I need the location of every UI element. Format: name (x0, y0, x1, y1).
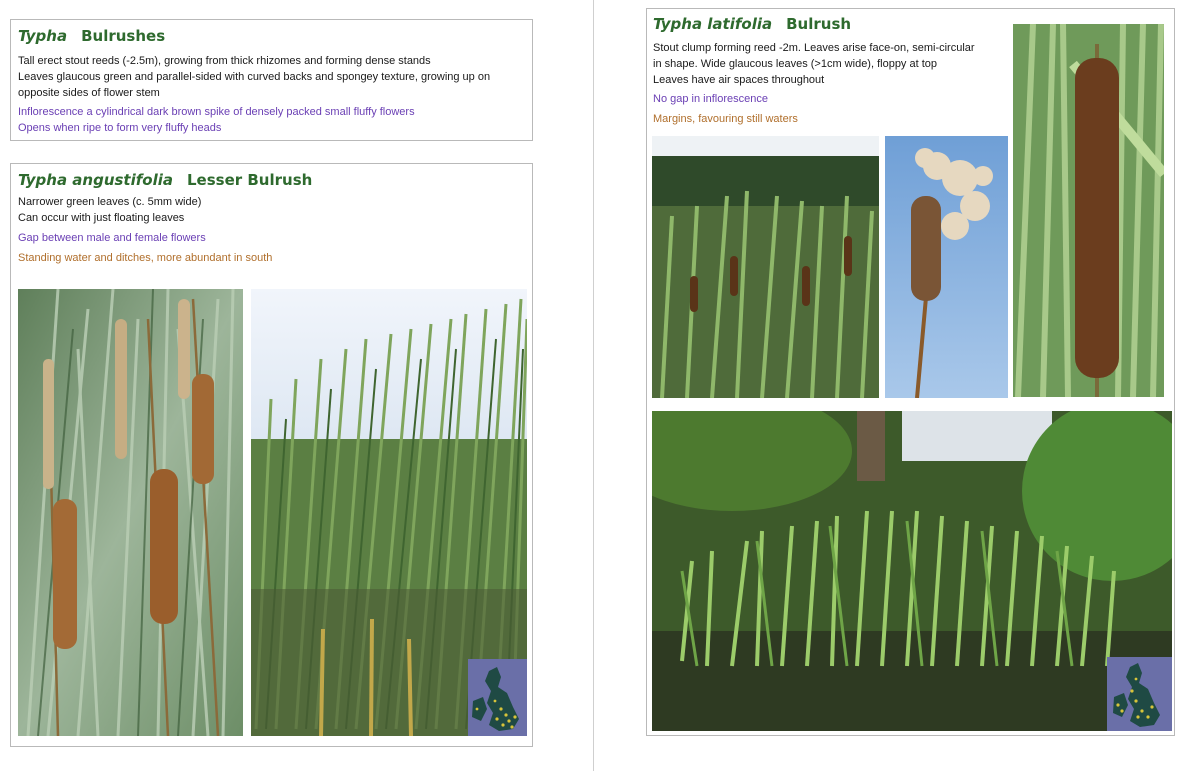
latifolia-spike-photo (1013, 24, 1164, 397)
latifolia-pond-stand-photo (652, 411, 1172, 731)
angustifolia-common-name: Lesser Bulrush (186, 171, 313, 189)
latifolia-latin-name: Typha latifolia (653, 15, 773, 33)
typha-card (10, 19, 533, 141)
latifolia-pond-clump-photo (652, 136, 879, 398)
typha-title (18, 27, 165, 45)
angustifolia-habitat: Standing water and ditches, more abundant in south (18, 252, 273, 264)
page-divider (593, 0, 594, 771)
typha-latin-name: Typha (18, 27, 68, 45)
typha-desc-1: Tall erect stout reeds (-2.5m), growing from thick rhizomes and forming dense stands (18, 55, 431, 67)
angustifolia-id-note: Gap between male and female flowers (18, 232, 206, 244)
typha-desc-2: Leaves glaucous green and parallel-sided with curved backs and spongey texture, growing up on (18, 71, 491, 83)
angustifolia-distribution-map (468, 659, 527, 736)
typha-note-2: Opens when ripe to form very fluffy heads (18, 122, 222, 134)
latifolia-common-name: Bulrush (786, 15, 852, 33)
angustifolia-desc-2: Can occur with just floating leaves (18, 212, 185, 224)
latifolia-habitat: Margins, favouring still waters (653, 113, 798, 125)
angustifolia-latin-name: Typha angustifolia (18, 171, 173, 189)
typha-desc-3: opposite sides of flower stem (18, 87, 160, 99)
angustifolia-card (10, 163, 533, 747)
latifolia-desc-2: in shape. Wide glaucous leaves (>1cm wide), floppy at top (653, 58, 938, 70)
typha-common-name: Bulrushes (81, 27, 166, 45)
angustifolia-spike-photo (18, 289, 243, 736)
angustifolia-title (18, 171, 312, 189)
angustifolia-desc-1: Narrower green leaves (c. 5mm wide) (18, 196, 202, 208)
latifolia-desc-3: Leaves have air spaces throughout (653, 74, 825, 86)
angustifolia-stand-photo (251, 289, 527, 736)
latifolia-distribution-map (1107, 657, 1172, 731)
latifolia-desc-1: Stout clump forming reed -2m. Leaves arise face-on, semi-circular (653, 42, 975, 54)
latifolia-card (646, 8, 1175, 736)
latifolia-title (653, 15, 851, 33)
latifolia-seedhead-photo (885, 136, 1008, 398)
latifolia-id-note: No gap in inflorescence (653, 93, 768, 105)
typha-note-1: Inflorescence a cylindrical dark brown spike of densely packed small fluffy flowers (18, 106, 415, 118)
